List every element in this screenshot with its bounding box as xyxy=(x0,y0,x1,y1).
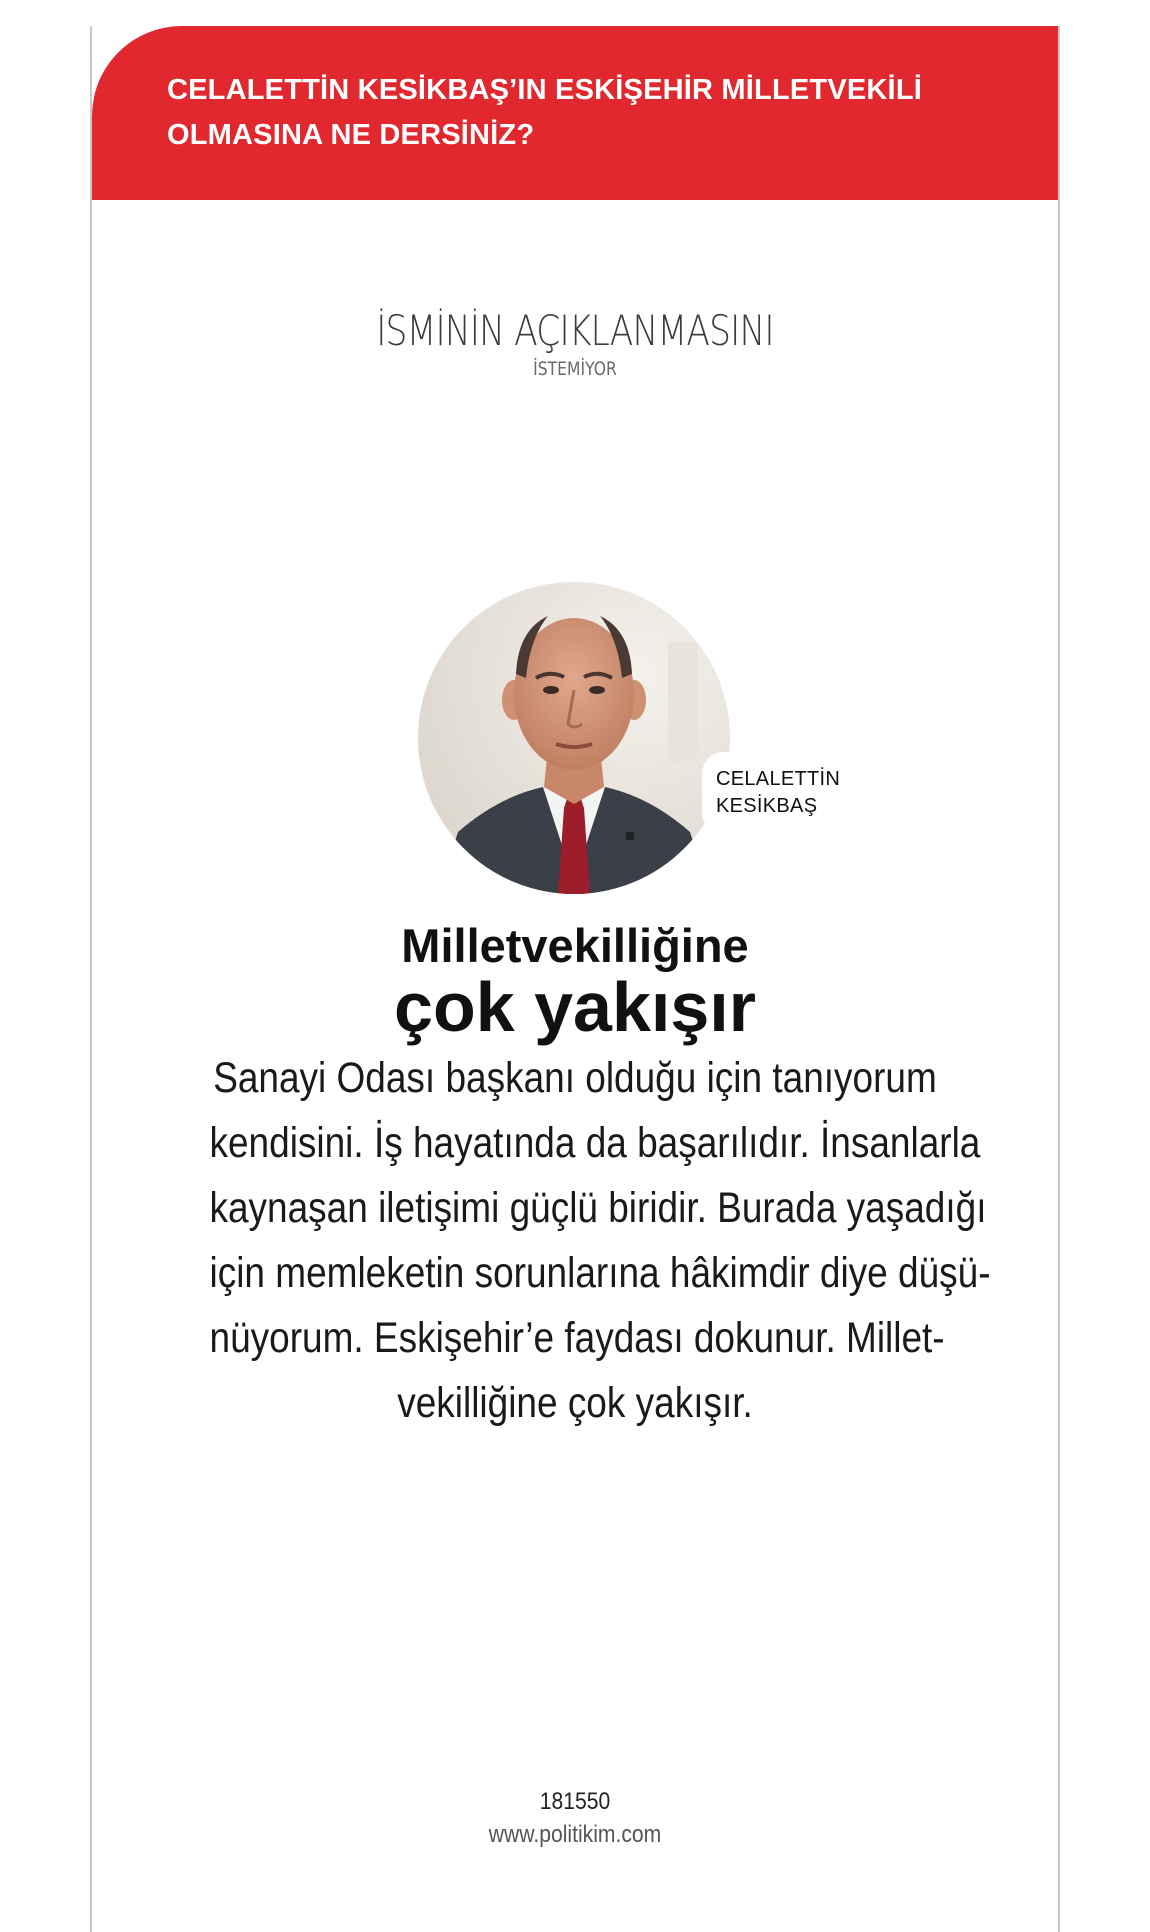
body-line-5: nüyorum. Eskişehir’e faydası dokunur. Millet- xyxy=(209,1314,945,1362)
answer-body xyxy=(150,1046,1000,1436)
headline-line-1: Milletvekilliğine xyxy=(401,919,749,972)
respondent-block xyxy=(92,305,1058,381)
question-title-line-2: OLMASINA NE DERSİNİZ? xyxy=(167,119,535,151)
question-title-line-1: CELALETTİN KESİKBAŞ’IN ESKİŞEHİR MİLLETVEKİLİ xyxy=(167,74,922,106)
answer-headline xyxy=(92,919,1058,1046)
subject-first-name: CELALETTİN xyxy=(716,768,841,790)
respondent-name: İSMİNİN AÇIKLANMASINI xyxy=(376,306,774,355)
body-line-1: Sanayi Odası başkanı olduğu için tanıyorum xyxy=(213,1054,937,1102)
footer-code: 181550 xyxy=(539,1788,611,1815)
question-header xyxy=(92,26,1058,200)
portrait-photo xyxy=(418,582,730,894)
headline-line-2: çok yakışır xyxy=(394,968,756,1046)
respondent-subtitle: İSTEMİYOR xyxy=(533,358,617,380)
website-link[interactable]: www.politikim.com xyxy=(488,1821,662,1848)
question-title xyxy=(167,68,1027,158)
body-line-2: kendisini. İş hayatında da başarılıdır. İnsanlarla xyxy=(209,1119,981,1167)
body-line-3: kaynaşan iletişimi güçlü biridir. Burada yaşadığı xyxy=(209,1184,987,1232)
subject-last-name: KESİKBAŞ xyxy=(716,795,818,817)
body-line-4: için memleketin sorunlarına hâkimdir diye düşü- xyxy=(209,1249,991,1297)
subject-name-tag xyxy=(702,752,886,834)
footer xyxy=(92,1785,1058,1851)
body-line-6: vekilliğine çok yakışır. xyxy=(397,1379,753,1427)
